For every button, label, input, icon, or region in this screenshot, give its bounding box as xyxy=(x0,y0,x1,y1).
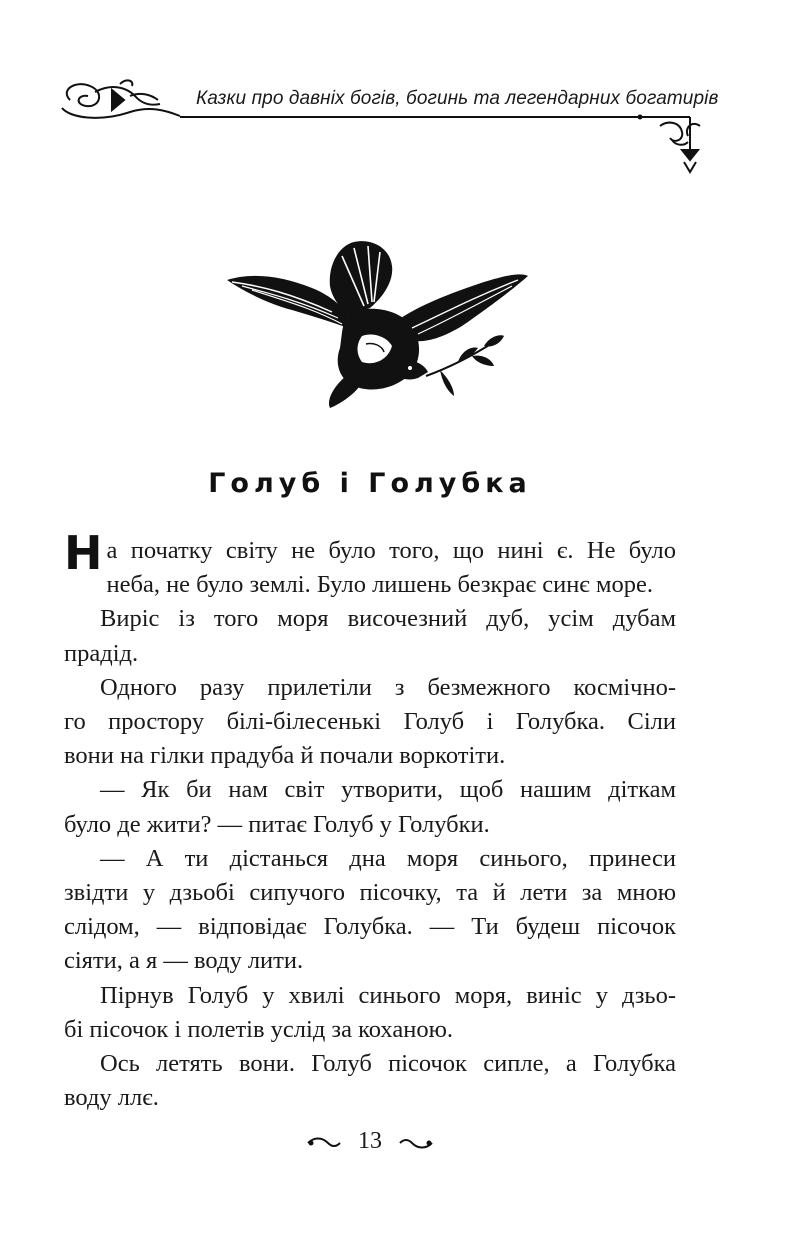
paragraph-line: — А ти дістанься дна моря синього, принеси xyxy=(100,844,676,872)
page-footer xyxy=(0,1128,740,1155)
paragraph-line: слідом, — відповідає Голубка. — Ти будеш пісочок xyxy=(64,913,676,941)
paragraph-line: звідти у дзьобі сипучого пісочку, та й лети за мною xyxy=(64,879,676,907)
paragraph-line: Пірнув Голуб у хвилі синього моря, виніс у дзьо- xyxy=(100,981,676,1009)
paragraph-line: Виріс із того моря височезний дуб, усім дубам xyxy=(100,605,676,633)
chapter-title: Голуб і Голубка xyxy=(208,468,532,499)
paragraph-line: Одного разу прилетіли з безмежного космічно- xyxy=(100,673,676,701)
right-corner-ornament-icon xyxy=(660,117,700,172)
paragraph-line: воду ллє. xyxy=(64,1084,159,1112)
running-title: Казки про давніх богів, богинь та легендарних богатирів xyxy=(196,88,719,109)
paragraph-line: го простору білі-білесенькі Голуб і Голубка. Сіли xyxy=(64,708,676,736)
paragraph-line: Ось летять вони. Голуб пісочок сипле, а Голубка xyxy=(100,1050,676,1078)
paragraph-line: неба, не було землі. Було лишень безкрає синє море. xyxy=(106,571,653,599)
body-text xyxy=(64,526,676,1115)
paragraph-line: — Як би нам світ утворити, щоб нашим діткам xyxy=(100,776,676,804)
paragraph-line: було де жити? — питає Голуб у Голубки. xyxy=(64,810,490,838)
paragraph-line: сіяти, а я — воду лити. xyxy=(64,947,304,975)
left-flourish-icon xyxy=(62,80,180,117)
paragraph-line: бі пісочок і полетів услід за коханою. xyxy=(64,1015,453,1043)
left-swirl-icon xyxy=(306,1135,342,1149)
running-header xyxy=(0,0,798,190)
paragraph-line: вони на гілки прадуба й почали воркотіти. xyxy=(64,742,506,770)
drop-cap: Н xyxy=(64,526,103,580)
dove-with-branch-icon xyxy=(222,236,532,416)
paragraph-line: прадід. xyxy=(64,639,139,667)
page-number: 13 xyxy=(358,1128,382,1154)
right-swirl-icon xyxy=(398,1135,434,1149)
paragraph-line: На початку світу не було того, що нині є. Не було xyxy=(64,526,676,580)
